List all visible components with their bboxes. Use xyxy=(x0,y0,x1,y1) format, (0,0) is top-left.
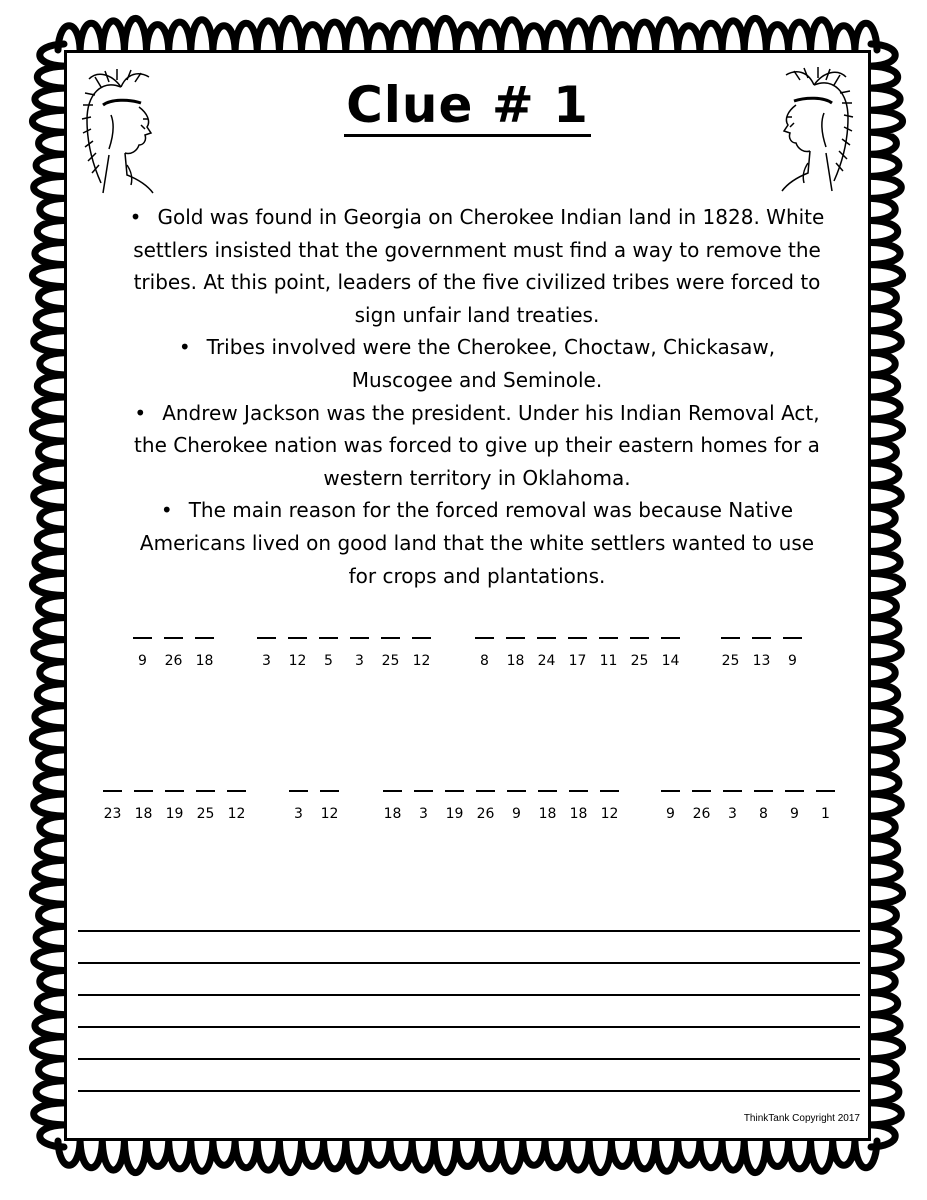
letter-blank[interactable] xyxy=(476,790,495,792)
letter-blank[interactable] xyxy=(445,790,464,792)
answer-line xyxy=(78,1058,860,1060)
letter-slot[interactable] xyxy=(624,627,655,669)
letter-slot[interactable] xyxy=(655,627,686,669)
letter-blank[interactable] xyxy=(661,637,680,639)
answer-line xyxy=(78,930,860,932)
bullet-dot: • xyxy=(134,400,147,425)
clue-bullet-list xyxy=(127,201,827,592)
letter-code-number: 25 xyxy=(381,653,400,669)
letter-code-number: 25 xyxy=(721,653,740,669)
letter-code-number: 18 xyxy=(195,653,214,669)
letter-code-number: 26 xyxy=(164,653,183,669)
letter-code-number: 12 xyxy=(288,653,307,669)
letter-blank[interactable] xyxy=(381,637,400,639)
letter-blank[interactable] xyxy=(783,637,802,639)
letter-slot[interactable] xyxy=(128,780,159,822)
letter-blank[interactable] xyxy=(350,637,369,639)
letter-blank[interactable] xyxy=(227,790,246,792)
letter-slot[interactable] xyxy=(190,780,221,822)
code-word xyxy=(715,627,808,669)
letter-code-number: 8 xyxy=(480,653,489,669)
letter-code-number: 9 xyxy=(512,806,521,822)
letter-blank[interactable] xyxy=(475,637,494,639)
letter-blank[interactable] xyxy=(600,790,619,792)
letter-code-number: 12 xyxy=(600,806,619,822)
answer-line xyxy=(78,962,860,964)
letter-slot[interactable] xyxy=(313,627,344,669)
code-word xyxy=(127,627,220,669)
letter-code-number: 3 xyxy=(355,653,364,669)
letter-code-number: 18 xyxy=(134,806,153,822)
letter-slot[interactable] xyxy=(469,627,500,669)
clue-bullet xyxy=(127,494,827,592)
code-word xyxy=(97,780,252,822)
letter-code-number: 18 xyxy=(538,806,557,822)
letter-blank[interactable] xyxy=(103,790,122,792)
letter-code-number: 3 xyxy=(728,806,737,822)
letter-slot[interactable] xyxy=(221,780,252,822)
letter-code-number: 14 xyxy=(661,653,680,669)
letter-blank[interactable] xyxy=(569,790,588,792)
letter-slot[interactable] xyxy=(127,627,158,669)
letter-slot[interactable] xyxy=(344,627,375,669)
letter-blank[interactable] xyxy=(752,637,771,639)
clue-bullet-text: The main reason for the forced removal was because Native Americans lived on good land that the white settlers wanted to use for crops and plantations. xyxy=(139,498,815,588)
letter-code-number: 12 xyxy=(227,806,246,822)
native-chief-headdress-illustration-right xyxy=(774,63,854,193)
letter-code-number: 11 xyxy=(599,653,618,669)
letter-code-number: 12 xyxy=(412,653,431,669)
letter-blank[interactable] xyxy=(289,790,308,792)
letter-code-number: 24 xyxy=(537,653,556,669)
code-word xyxy=(377,780,625,822)
letter-blank[interactable] xyxy=(599,637,618,639)
letter-code-number: 8 xyxy=(759,806,768,822)
letter-slot[interactable] xyxy=(563,780,594,822)
letter-slot[interactable] xyxy=(500,627,531,669)
letter-code-number: 25 xyxy=(630,653,649,669)
letter-code-number: 5 xyxy=(324,653,333,669)
letter-code-number: 9 xyxy=(788,653,797,669)
letter-slot[interactable] xyxy=(406,627,437,669)
letter-slot[interactable] xyxy=(777,627,808,669)
letter-slot[interactable] xyxy=(439,780,470,822)
letter-blank[interactable] xyxy=(412,637,431,639)
letter-blank[interactable] xyxy=(721,637,740,639)
page-title: Clue # 1 xyxy=(67,75,868,135)
bullet-dot: • xyxy=(178,335,191,360)
letter-code-number: 25 xyxy=(196,806,215,822)
code-word xyxy=(655,780,841,822)
answer-line xyxy=(78,994,860,996)
letter-code-number: 26 xyxy=(476,806,495,822)
letter-code-number: 3 xyxy=(294,806,303,822)
letter-blank[interactable] xyxy=(506,637,525,639)
letter-slot[interactable] xyxy=(314,780,345,822)
answer-line xyxy=(78,1026,860,1028)
letter-blank[interactable] xyxy=(414,790,433,792)
letter-slot[interactable] xyxy=(562,627,593,669)
clue-bullet-text: Tribes involved were the Cherokee, Choctaw, Chickasaw, Muscogee and Seminole. xyxy=(206,335,776,392)
letter-slot[interactable] xyxy=(158,627,189,669)
letter-blank[interactable] xyxy=(134,790,153,792)
letter-slot[interactable] xyxy=(532,780,563,822)
letter-blank[interactable] xyxy=(630,637,649,639)
letter-slot[interactable] xyxy=(251,627,282,669)
letter-code-number: 1 xyxy=(821,806,830,822)
letter-code-number: 26 xyxy=(692,806,711,822)
letter-blank[interactable] xyxy=(320,790,339,792)
code-word xyxy=(469,627,686,669)
letter-slot[interactable] xyxy=(717,780,748,822)
letter-blank[interactable] xyxy=(816,790,835,792)
clue-bullet xyxy=(127,201,827,331)
letter-slot[interactable] xyxy=(189,627,220,669)
letter-blank[interactable] xyxy=(288,637,307,639)
letter-blank[interactable] xyxy=(723,790,742,792)
letter-blank[interactable] xyxy=(754,790,773,792)
letter-code-number: 3 xyxy=(419,806,428,822)
letter-code-number: 3 xyxy=(262,653,271,669)
letter-slot[interactable] xyxy=(375,627,406,669)
letter-code-number: 9 xyxy=(138,653,147,669)
letter-slot[interactable] xyxy=(715,627,746,669)
letter-blank[interactable] xyxy=(133,637,152,639)
letter-slot[interactable] xyxy=(748,780,779,822)
letter-slot[interactable] xyxy=(531,627,562,669)
letter-code-number: 18 xyxy=(569,806,588,822)
letter-slot[interactable] xyxy=(655,780,686,822)
letter-code-number: 9 xyxy=(666,806,675,822)
letter-blank[interactable] xyxy=(568,637,587,639)
letter-blank[interactable] xyxy=(319,637,338,639)
code-puzzle-row-1 xyxy=(67,627,868,677)
copyright-notice: ThinkTank Copyright 2017 xyxy=(743,1113,860,1124)
bullet-dot: • xyxy=(129,205,142,229)
letter-code-number: 19 xyxy=(445,806,464,822)
letter-blank[interactable] xyxy=(785,790,804,792)
letter-slot[interactable] xyxy=(408,780,439,822)
clue-bullet xyxy=(127,397,827,495)
code-puzzle-row-2 xyxy=(67,780,868,830)
letter-blank[interactable] xyxy=(692,790,711,792)
worksheet-page xyxy=(64,50,871,1141)
answer-line xyxy=(78,1090,860,1092)
letter-slot[interactable] xyxy=(470,780,501,822)
letter-blank[interactable] xyxy=(661,790,680,792)
letter-blank[interactable] xyxy=(165,790,184,792)
letter-slot[interactable] xyxy=(779,780,810,822)
letter-blank[interactable] xyxy=(164,637,183,639)
letter-slot[interactable] xyxy=(377,780,408,822)
letter-blank[interactable] xyxy=(507,790,526,792)
letter-code-number: 23 xyxy=(103,806,122,822)
letter-code-number: 19 xyxy=(165,806,184,822)
letter-slot[interactable] xyxy=(97,780,128,822)
letter-blank[interactable] xyxy=(195,637,214,639)
letter-code-number: 9 xyxy=(790,806,799,822)
letter-blank[interactable] xyxy=(383,790,402,792)
letter-slot[interactable] xyxy=(501,780,532,822)
letter-code-number: 18 xyxy=(506,653,525,669)
letter-slot[interactable] xyxy=(810,780,841,822)
letter-slot[interactable] xyxy=(593,627,624,669)
letter-blank[interactable] xyxy=(196,790,215,792)
letter-blank[interactable] xyxy=(538,790,557,792)
letter-code-number: 18 xyxy=(383,806,402,822)
letter-slot[interactable] xyxy=(746,627,777,669)
clue-bullet-text: Gold was found in Georgia on Cherokee Indian land in 1828. White settlers insisted that the government must find a way to remove the tribes. At this point, leaders of the five civilized tribes were forced to sign unfair land treaties. xyxy=(133,205,825,327)
letter-code-number: 17 xyxy=(568,653,587,669)
clue-bullet-text: Andrew Jackson was the president. Under his Indian Removal Act, the Cherokee nation was forced to give up their eastern homes for a western territory in Oklahoma. xyxy=(134,400,820,490)
clue-bullet xyxy=(127,331,827,396)
letter-blank[interactable] xyxy=(537,637,556,639)
code-word xyxy=(283,780,345,822)
letter-slot[interactable] xyxy=(686,780,717,822)
letter-blank[interactable] xyxy=(257,637,276,639)
letter-slot[interactable] xyxy=(282,627,313,669)
letter-slot[interactable] xyxy=(159,780,190,822)
letter-slot[interactable] xyxy=(594,780,625,822)
bullet-dot: • xyxy=(160,498,173,523)
code-word xyxy=(251,627,437,669)
letter-code-number: 13 xyxy=(752,653,771,669)
letter-slot[interactable] xyxy=(283,780,314,822)
letter-code-number: 12 xyxy=(320,806,339,822)
